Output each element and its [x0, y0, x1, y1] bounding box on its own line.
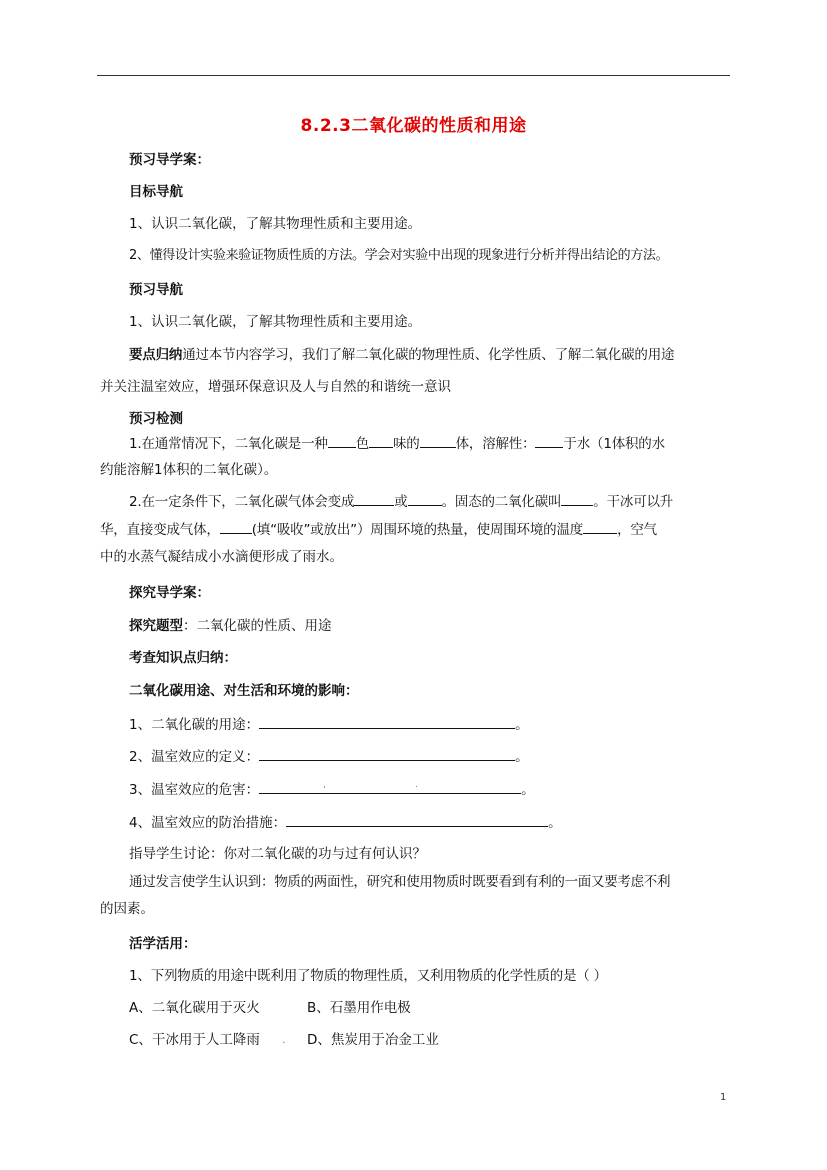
option-c: C、干冰用于人工降雨: [129, 1032, 260, 1048]
summary-item-3: 3、温室效应的危害： , . 。: [129, 780, 535, 799]
conclusion-line-2: 的因素。: [100, 901, 154, 917]
practice-heading: 活学活用：: [129, 936, 197, 952]
stray-mark: .: [415, 780, 418, 790]
option-a: A、二氧化碳用于灭火: [129, 1000, 260, 1016]
key-points-label: 要点归纳: [129, 347, 183, 363]
fill-blank[interactable]: [259, 780, 521, 794]
explore-heading: 探究导学案：: [129, 585, 210, 601]
check-heading: 预习检测: [129, 411, 183, 427]
summary-heading: 考查知识点归纳：: [129, 650, 237, 666]
preview-heading: 预习导学案：: [129, 152, 210, 168]
check-question-2-cont-2: 中的水蒸气凝结成小水滴便形成了雨水。: [100, 549, 343, 565]
usage-impact-heading: 二氧化碳用途、对生活和环境的影响：: [129, 683, 359, 699]
check-question-1-cont: 约能溶解1体积的二氧化碳）。: [100, 462, 278, 478]
header-rule: [97, 75, 730, 76]
fill-blank[interactable]: [286, 813, 548, 827]
nav-heading: 预习导航: [129, 282, 183, 298]
check-question-2: 2.在一定条件下，二氧化碳气体会变成 或 。固态的二氧化碳叫 。干冰可以升: [129, 494, 674, 510]
fill-blank[interactable]: [328, 434, 356, 448]
key-points-line-2: 并关注温室效应，增强环保意识及人与自然的和谐统一意识: [100, 379, 451, 395]
fill-blank[interactable]: [259, 747, 515, 761]
check-question-1: 1.在通常情况下，二氧化碳是一种 色 味的 体，溶解性： 于水（1体积的水: [129, 436, 665, 452]
explore-topic-label: 探究题型: [129, 618, 183, 634]
nav-item-1: 1、认识二氧化碳，了解其物理性质和主要用途。: [129, 314, 422, 330]
option-d: D、焦炭用于冶金工业: [307, 1032, 439, 1048]
fill-blank[interactable]: [583, 520, 617, 534]
fill-blank[interactable]: [354, 492, 394, 506]
fill-blank[interactable]: [408, 492, 442, 506]
discussion-prompt: 指导学生讨论：你对二氧化碳的功与过有何认识？: [129, 846, 426, 862]
summary-item-2: 2、温室效应的定义： 。: [129, 749, 529, 765]
page-number: 1: [720, 1092, 727, 1103]
explore-topic: [129, 617, 332, 635]
key-points-text: 通过本节内容学习，我们了解二氧化碳的物理性质、化学性质、了解二氧化碳的用途: [182, 347, 675, 363]
conclusion-line-1: 通过发言使学生认识到：物质的两面性，研究和使用物质时既要看到有利的一面又要考虑不利: [129, 874, 671, 890]
practice-question-1: 1、下列物质的用途中既利用了物质的物理性质，又利用物质的化学性质的是（ ）: [129, 968, 607, 984]
option-b: B、石墨用作电极: [307, 1000, 411, 1016]
document-title: 8.2.3二氧化碳的性质和用途: [300, 116, 527, 136]
summary-item-4: 4、温室效应的防治措施： 。: [129, 815, 562, 831]
stray-mark: .: [282, 1033, 286, 1046]
fill-blank[interactable]: [561, 492, 593, 506]
stray-mark: ,: [323, 780, 326, 790]
fill-blank[interactable]: [369, 434, 393, 448]
goal-heading: 目标导航: [129, 184, 183, 200]
check-question-2-cont: 华，直接变成气体， (填“吸收”或放出”）周围环境的热量，使周围环境的温度 ，空气: [100, 522, 657, 538]
goal-item-1: 1、认识二氧化碳，了解其物理性质和主要用途。: [129, 216, 422, 232]
goal-item-2: 2、懂得设计实验来验证物质性质的方法。学会对实验中出现的现象进行分析并得出结论的方法。: [129, 248, 669, 263]
key-points-line-1: [129, 346, 674, 364]
fill-blank[interactable]: [259, 715, 515, 729]
fill-blank[interactable]: [420, 434, 456, 448]
fill-blank[interactable]: [535, 434, 563, 448]
fill-blank[interactable]: [220, 520, 252, 534]
explore-topic-text: ：二氧化碳的性质、用途: [183, 618, 332, 634]
summary-item-1: 1、二氧化碳的用途： 。: [129, 717, 529, 733]
